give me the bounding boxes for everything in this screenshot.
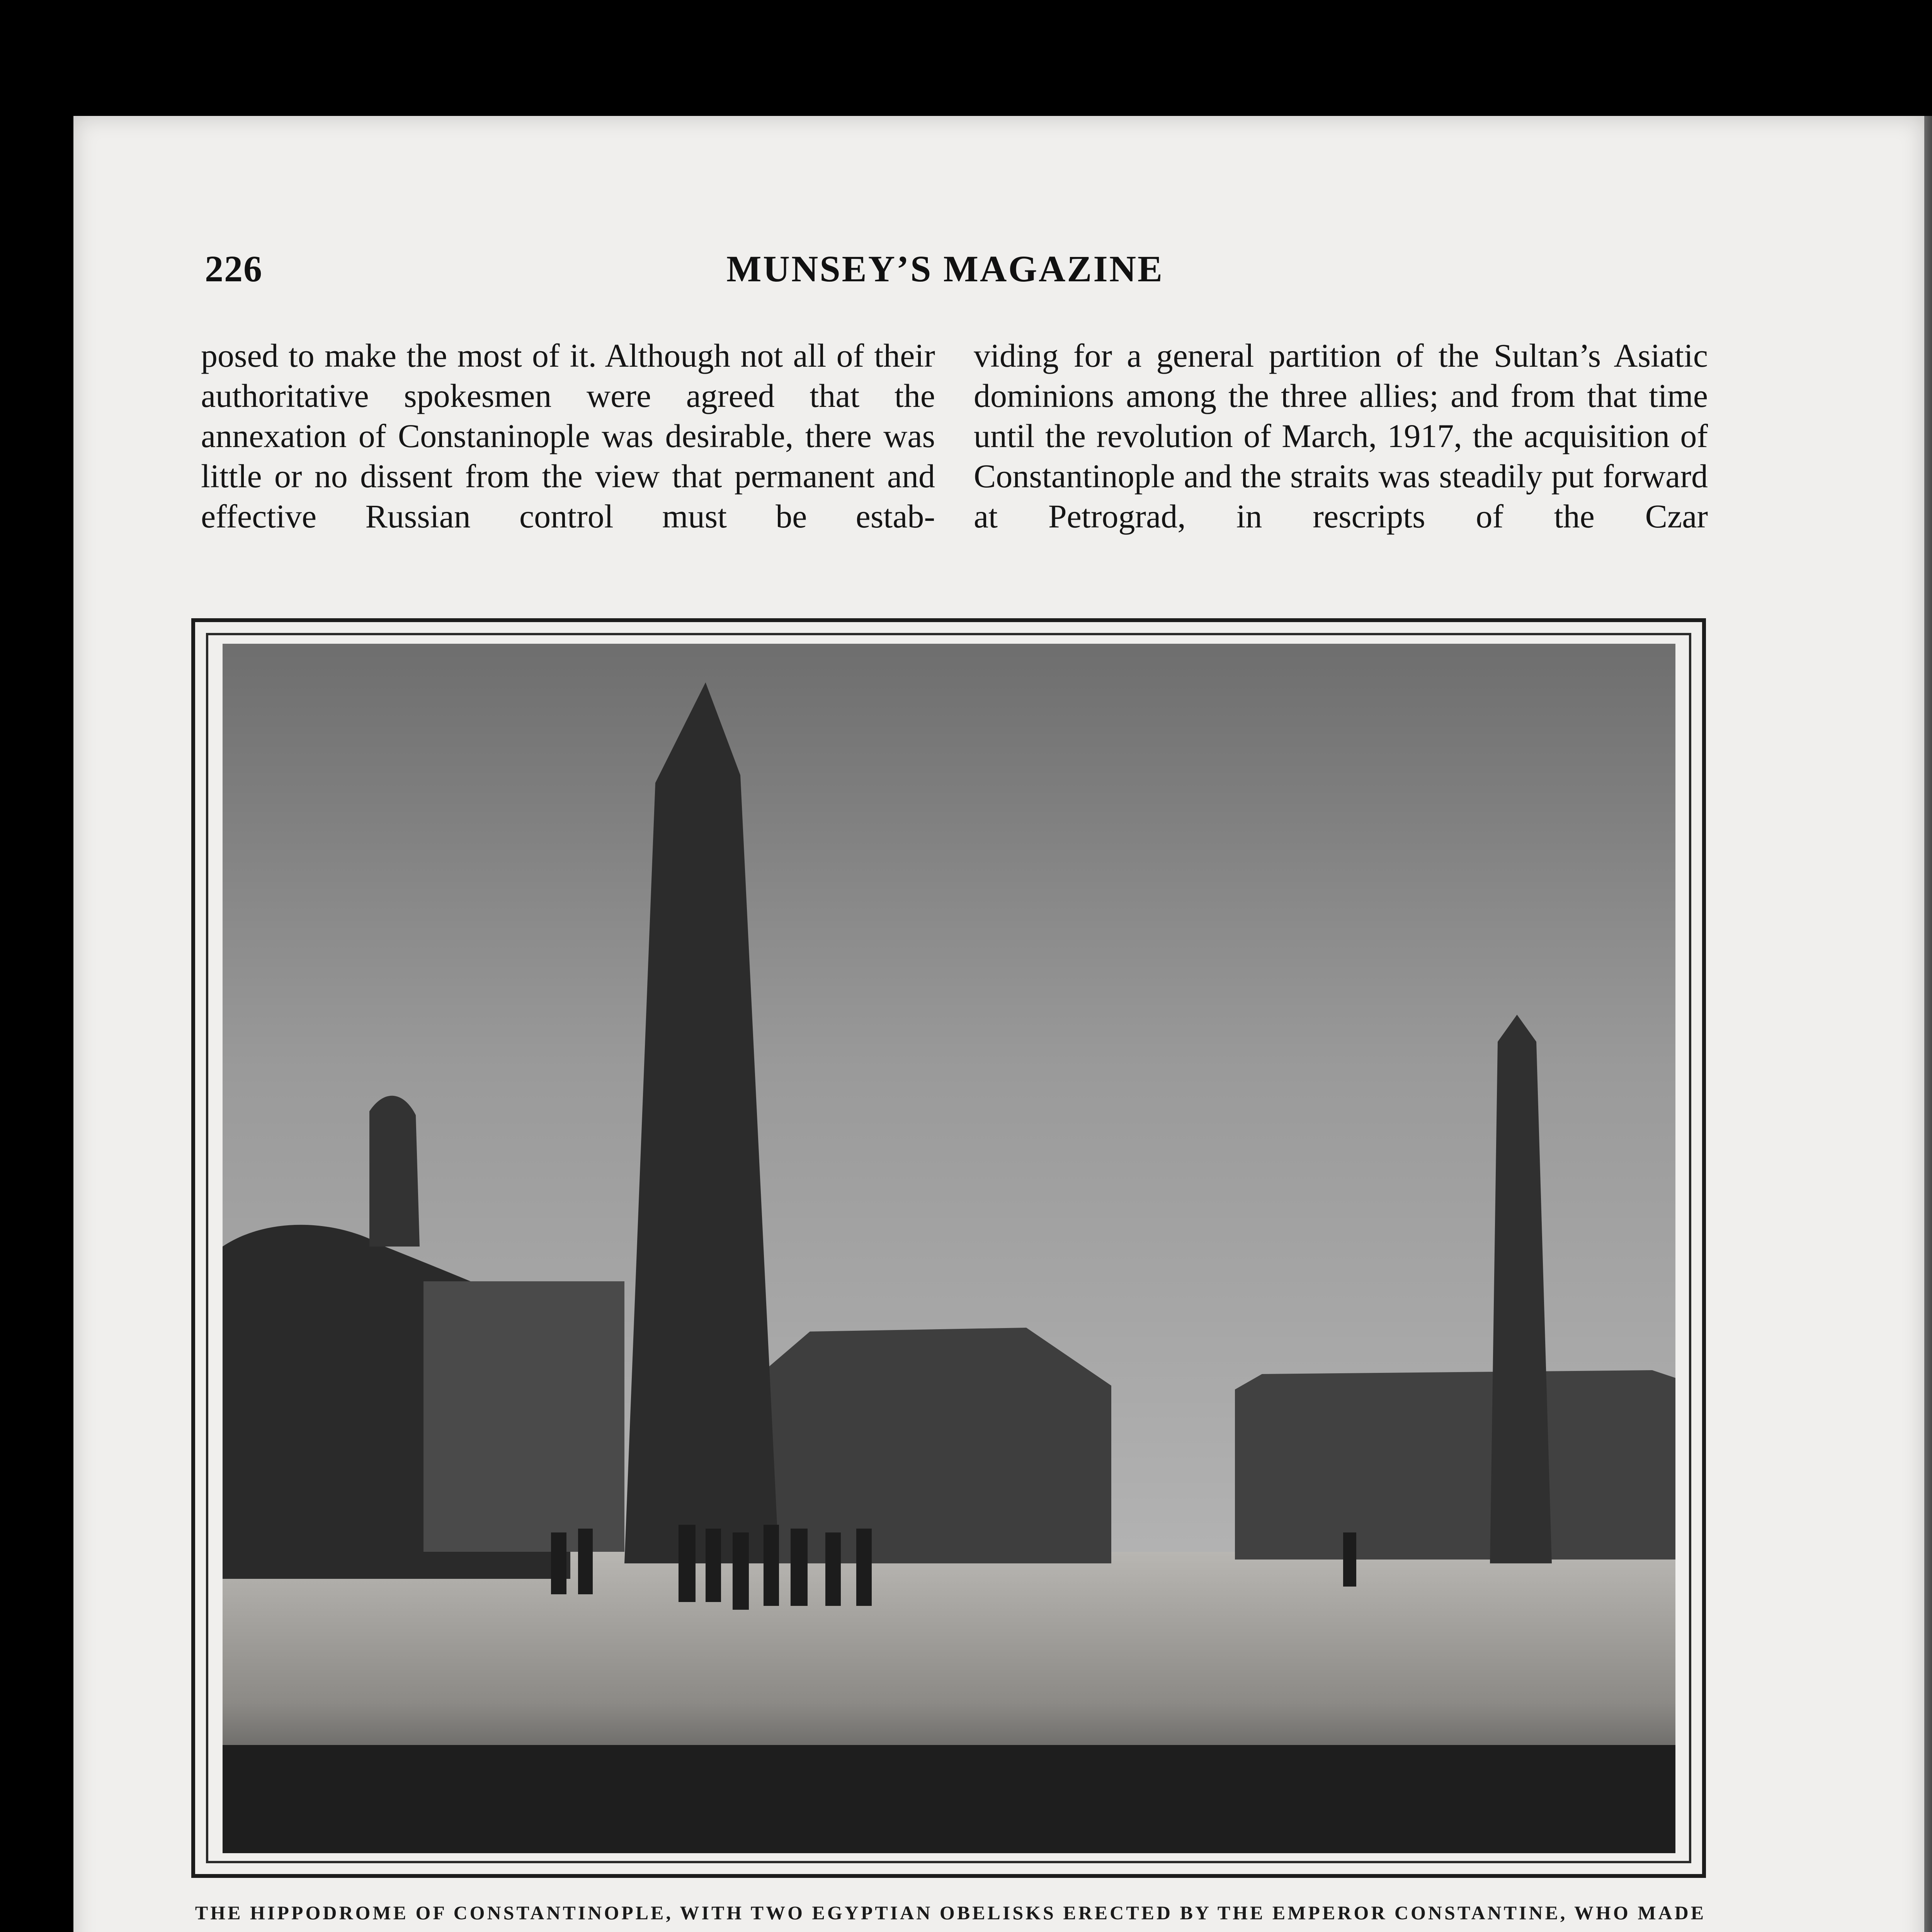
page-gutter-shadow <box>1924 116 1932 1932</box>
magazine-title: MUNSEY’S MAGAZINE <box>726 248 1164 289</box>
photo-illustration <box>223 644 1675 1853</box>
foreground-shadow <box>223 1745 1675 1853</box>
paragraph: posed to make the most of it. Although not all of their authoritative spokesmen were agreed that the annexation of Constaninople was desirable, there was little or no dissent from the view that permanent and effective Russian control must be estab- <box>201 337 935 535</box>
hippodrome-photograph <box>223 644 1675 1853</box>
building-center <box>756 1328 1111 1563</box>
paragraph: viding for a general partition of the Sultan’s Asiatic dominions among the three allies; and from that time until the revolution of March, 1917, the acquisition of Constantinople and the straits was steadily put forward at Petrograd, in rescripts of the Czar <box>974 337 1708 535</box>
top-left-column <box>201 335 935 536</box>
building-right <box>1235 1370 1675 1560</box>
photo-caption: THE HIPPODROME OF CONSTANTINOPLE, WITH TWO EGYPTIAN OBELISKS ERECTED BY THE EMPEROR CONSTANTINE, WHO MADE <box>195 1902 1706 1923</box>
page-number: 226 <box>205 248 263 289</box>
top-right-column <box>974 335 1708 536</box>
building-left <box>423 1281 624 1552</box>
cypress-tree <box>369 1096 420 1247</box>
